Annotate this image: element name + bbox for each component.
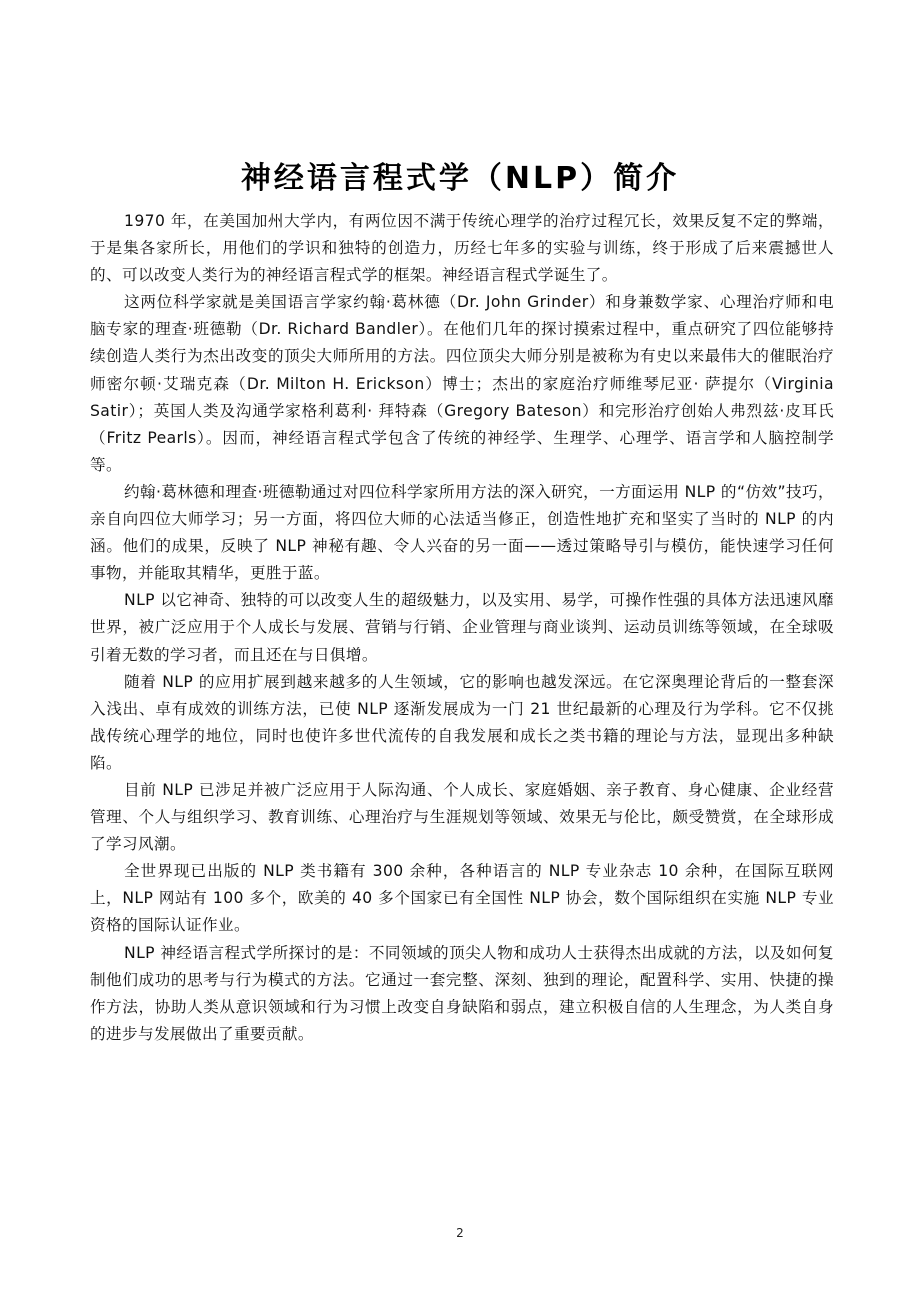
article-body — [90, 208, 834, 1048]
paragraph-summary: NLP 神经语言程式学所探讨的是：不同领域的顶尖人物和成功人士获得杰出成就的方法，以及如何复制他们成功的思考与行为模式的方法。它通过一套完整、深刻、独到的理论，配置科学、实用、快捷的操作方法，协助人类从意识领域和行为习惯上改变自身缺陷和弱点，建立积极自信的人生理念，为人类自身的进步与发展做出了重要贡献。 — [90, 943, 834, 1043]
paragraph-popularity: NLP 以它神奇、独特的可以改变人生的超级魅力，以及实用、易学，可操作性强的具体方法迅速风靡世界，被广泛应用于个人成长与发展、营销与行销、企业管理与商业谈判、运动员训练等领域，在全球吸引着无数的学习者，而且还在与日俱增。 — [90, 591, 834, 664]
page-title: 神经语言程式学（NLP）简介 — [240, 161, 680, 197]
paragraph-research: 约翰·葛林德和理查·班德勒通过对四位科学家所用方法的深入研究，一方面运用 NLP 的“仿效”技巧，亲自向四位大师学习；另一方面，将四位大师的心法适当修正，创造性地扩充和坚实了当时的 NLP 的内涵。他们的成果，反映了 NLP 神秘有趣、令人兴奋的另一面——透过策略导引与模仿，能快速学习任何事物，并能取其精华，更胜于蓝。 — [90, 482, 834, 583]
paragraph-applications: 目前 NLP 已涉足并被广泛应用于人际沟通、个人成长、家庭婚姻、亲子教育、身心健康、企业经营管理、个人与组织学习、教育训练、心理治疗与生涯规划等领域、效果无与伦比，颇受赞赏，在全球形成了学习风潮。 — [90, 780, 834, 854]
paragraph-origin: 1970 年，在美国加州大学内，有两位因不满于传统心理学的治疗过程冗长，效果反复不定的弊端，于是集各家所长，用他们的学识和独特的创造力，历经七年多的实验与训练，终于形成了后来震撼世人的、可以改变人类行为的神经语言程式学的框架。神经语言程式学诞生了。 — [90, 212, 834, 285]
paragraph-influence: 随着 NLP 的应用扩展到越来越多的人生领域，它的影响也越发深远。在它深奥理论背后的一整套深入浅出、卓有成效的训练方法，已使 NLP 逐渐发展成为一门 21 世纪最新的心理及行为学科。它不仅挑战传统心理学的地位，同时也使许多世代流传的自我发展和成长之类书籍的理论与方法，显现出多种缺陷。 — [90, 672, 834, 772]
page-number: 2 — [456, 1226, 464, 1240]
paragraph-founders: 这两位科学家就是美国语言学家约翰·葛林德（Dr. John Grinder）和身兼数学家、心理治疗师和电脑专家的理查·班德勒（Dr. Richard Bandler）。在他们几年的探讨摸索过程中，重点研究了四位能够持续创造人类行为杰出改变的顶尖大师所用的方法。四位顶尖大师分别是被称为有史以来最伟大的催眠治疗师密尔顿·艾瑞克森（Dr. Milton H. Erickson）博士；杰出的家庭治疗师维琴尼亚· 萨提尔（Virginia Satir）；英国人类及沟通学家格利葛利· 拜特森（Gregory Bateson）和完形治疗创始人弗烈兹·皮耳氏（Fritz Pearls）。因而，神经语言程式学包含了传统的神经学、生理学、心理学、语言学和人脑控制学等。 — [90, 293, 834, 474]
paragraph-statistics: 全世界现已出版的 NLP 类书籍有 300 余种，各种语言的 NLP 专业杂志 10 余种，在国际互联网上，NLP 网站有 100 多个，欧美的 40 多个国家已有全国性 NLP 协会，数个国际组织在实施 NLP 专业资格的国际认证作业。 — [90, 862, 834, 935]
